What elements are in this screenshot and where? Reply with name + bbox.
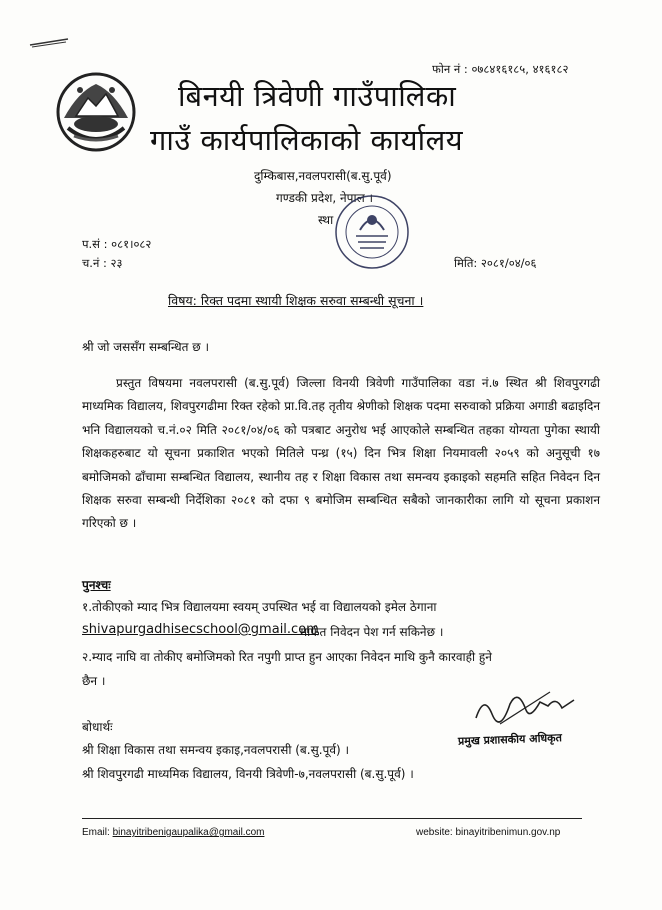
- note-item-1: १.तोकीएको म्याद भित्र विद्यालयमा स्वयम् उपस्थित भई वा विद्यालयको इमेल ठेगाना: [82, 600, 437, 614]
- address-line-1: दुम्किबास,नवलपरासी(ब.सु.पूर्व): [254, 169, 392, 183]
- office-title: गाउँ कार्यपालिकाको कार्यालय: [150, 123, 464, 157]
- cc-recipient-2: श्री शिवपुरगढी माध्यमिक विद्यालय, विनयी त्रिवेणी-७,नवलपरासी (ब.सु.पूर्व) ।: [82, 767, 414, 781]
- body-paragraph: [82, 372, 600, 536]
- municipality-title: बिनयी त्रिवेणी गाउँपालिका: [178, 79, 457, 113]
- note-item-1-continued: मार्फत निवेदन पेश गर्न सकिनेछ ।: [300, 625, 444, 639]
- note-item-2: २.म्याद नाघि वा तोकीए बमोजिमको रित नपुगी प्राप्त हुन आएका निवेदन माथि कुनै कारवाही हुने: [82, 650, 492, 664]
- footer-email-link[interactable]: binayitribenigaupalika@gmail.com: [112, 827, 265, 838]
- letter-date: मिति: २०८१/०४/०६: [454, 256, 537, 270]
- body-text: प्रस्तुत विषयमा नवलपरासी (ब.सु.पूर्व) जिल्ला विनयी त्रिवेणी गाउँपालिका वडा नं.७ स्थित श्री शिवपुरगढी माध्यमिक विद्यालय, शिवपुरगढीमा रिक्त रहेको प्रा.वि.तह तृतीय श्रेणीको शिक्षक पदमा सरुवाको प्रक्रिया अगाडी बढाइदिन भनि विद्यालयको च.नं.०२ मिति २०८१/०४/०६ को पत्रबाट अनुरोध भई आएकोले सम्बन्धित तहका योग्यता पुगेका स्थायी शिक्षकहरुबाट यो सूचना प्रकाशित भएको मितिले पन्ध्र (१५) दिन भित्र शिक्षा नियमावली २०५९ को अनुसूची १७ बमोजिमको ढाँचामा सम्बन्धित विद्यालय, स्थानीय तह र शिक्षा विकास तथा समन्वय इकाइको सहमति सहित निवेदन दिन शिक्षक सरुवा सम्बन्धी निर्देशिका २०८१ को दफा ९ बमोजिम सम्बन्धित सबैको जानकारीका लागि यो सूचना प्रकाशन गरिएको छ ।: [82, 376, 600, 531]
- signature-icon: [470, 684, 580, 730]
- school-email-link[interactable]: shivapurgadhisecschool@gmail.com: [82, 622, 319, 637]
- bodharth-heading: बोधार्थः: [82, 720, 113, 734]
- address-line-3: स्था: [318, 213, 334, 227]
- address-line-2: गण्डकी प्रदेश, नेपाल ।: [276, 191, 374, 205]
- nepal-emblem-icon: [54, 70, 138, 154]
- cc-recipient-1: श्री शिक्षा विकास तथा समन्वय इकाइ,नवलपरासी (ब.सु.पूर्व) ।: [82, 743, 350, 757]
- phone-number: फोन नं : ०७८४१६१८५, ४१६१८२: [432, 62, 569, 76]
- notes-heading: पुनश्चः: [82, 578, 111, 592]
- salutation: श्री जो जससँग सम्बन्धित छ ।: [82, 340, 210, 354]
- pen-mark-icon: [28, 36, 72, 48]
- footer-email-label: Email:: [82, 827, 113, 838]
- officer-title: प्रमुख प्रशासकीय अधिकृत: [457, 731, 563, 748]
- footer-email: [82, 827, 264, 838]
- note-item-2-continued: छैन ।: [82, 674, 106, 688]
- subject-line: विषय: रिक्त पदमा स्थायी शिक्षक सरुवा सम्बन्धी सूचना ।: [168, 293, 424, 308]
- chalani-number: च.नं : २३: [82, 256, 123, 270]
- footer-website[interactable]: website: binayitribenimun.gov.np: [416, 827, 561, 838]
- footer-divider: [82, 818, 582, 819]
- patra-sankhya: प.सं : ०८१।०८२: [82, 237, 152, 251]
- office-stamp-icon: [330, 190, 414, 274]
